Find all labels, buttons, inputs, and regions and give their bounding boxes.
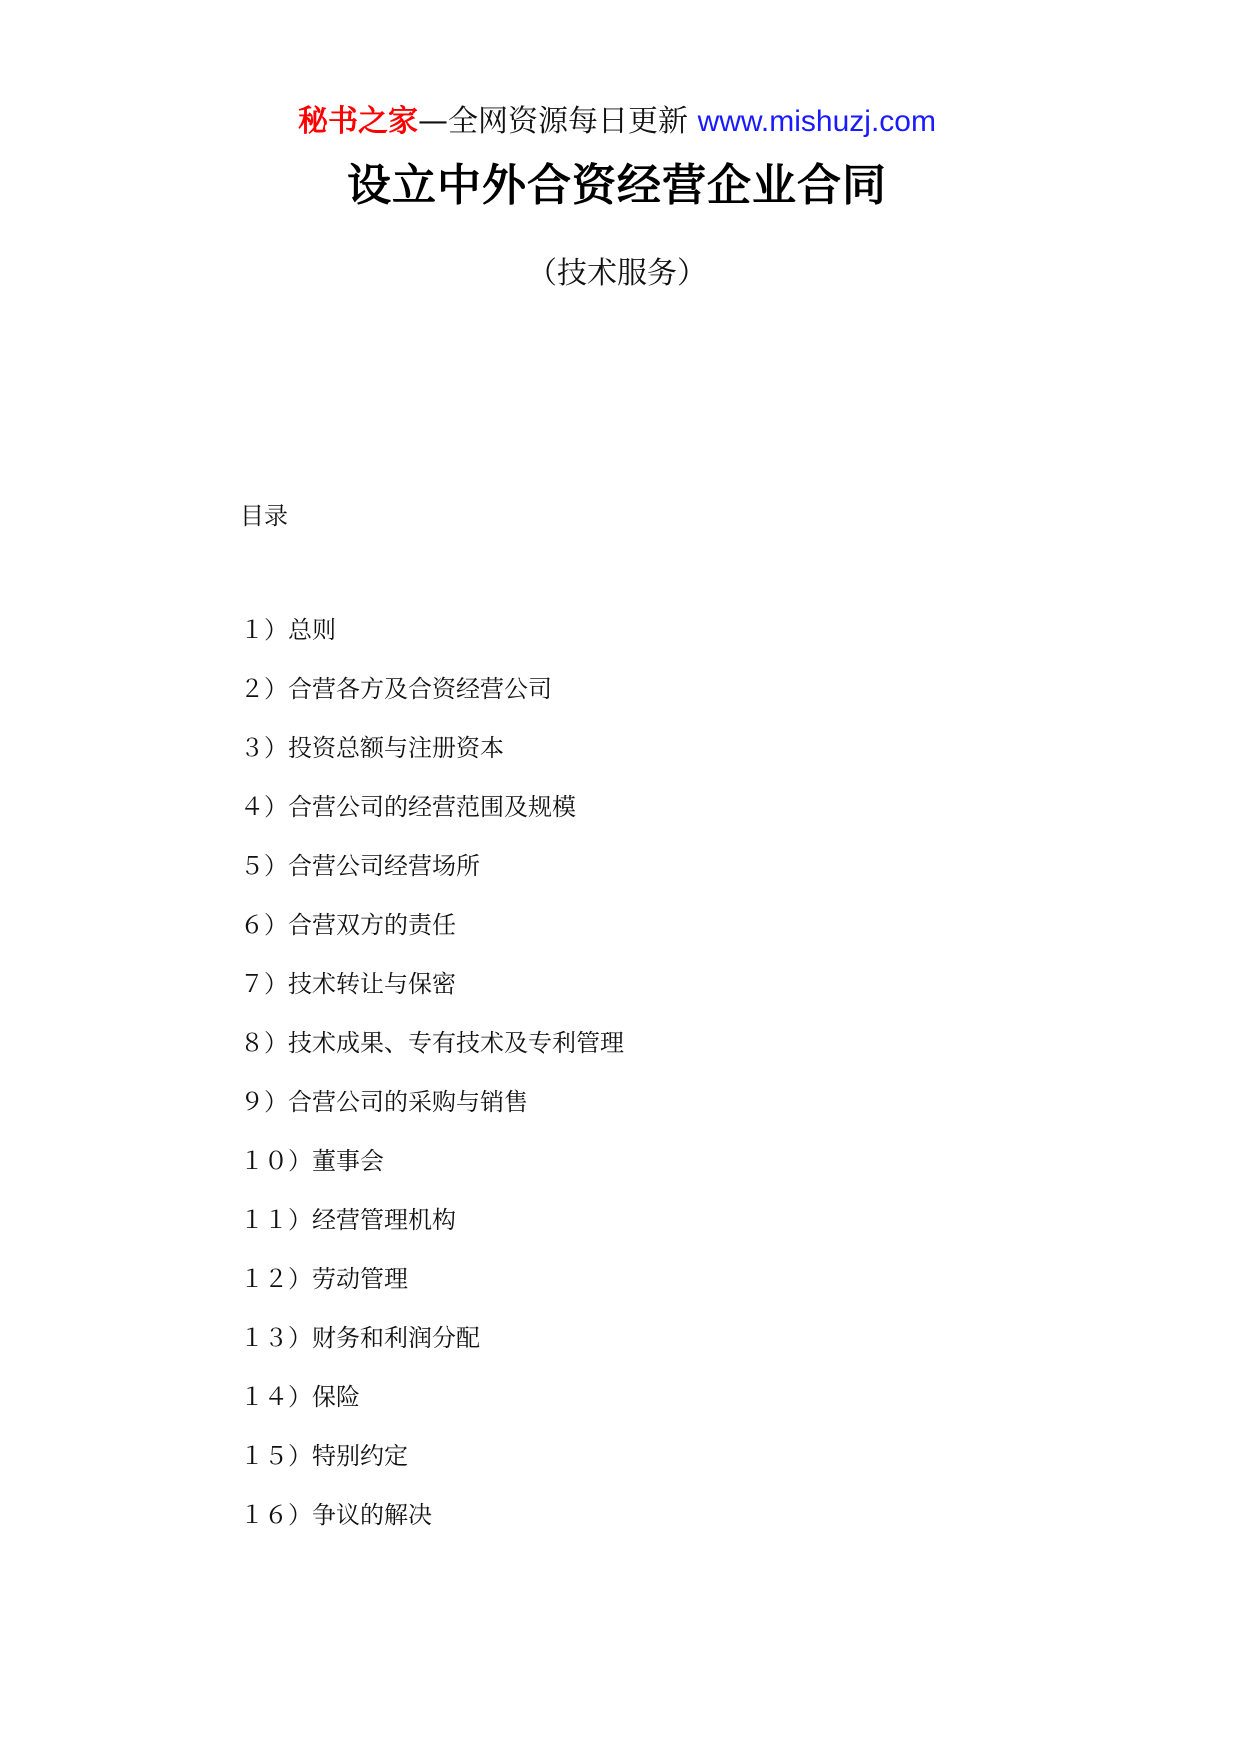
toc-item: ３）投资总额与注册资本: [240, 734, 504, 762]
toc-item: ７）技术转让与保密: [240, 970, 456, 998]
brand-name: 秘书之家: [298, 104, 419, 139]
table-of-contents: [240, 614, 624, 1558]
site-url-link[interactable]: www.mishuzj.com: [697, 105, 936, 138]
toc-item: ２）合营各方及合资经营公司: [240, 675, 552, 703]
toc-item: １）总则: [240, 616, 336, 644]
toc-item: １４）保险: [240, 1383, 360, 1411]
toc-item: ９）合营公司的采购与销售: [240, 1088, 528, 1116]
toc-item: ６）合营双方的责任: [240, 911, 456, 939]
toc-item: １１）经营管理机构: [240, 1206, 456, 1234]
toc-item: １０）董事会: [240, 1147, 384, 1175]
toc-item: １３）财务和利润分配: [240, 1324, 480, 1352]
toc-item: ５）合营公司经营场所: [240, 852, 480, 880]
toc-item: ８）技术成果、专有技术及专利管理: [240, 1029, 624, 1057]
toc-heading: 目录: [240, 502, 288, 530]
header-banner: [0, 102, 1234, 142]
toc-item: １２）劳动管理: [240, 1265, 408, 1293]
toc-item: １６）争议的解决: [240, 1501, 432, 1529]
document-title: 设立中外合资经营企业合同: [347, 160, 887, 211]
header-tagline: —全网资源每日更新: [418, 104, 689, 139]
toc-item: １５）特别约定: [240, 1442, 408, 1470]
document-subtitle: （技术服务）: [527, 256, 707, 291]
toc-item: ４）合营公司的经营范围及规模: [240, 793, 576, 821]
